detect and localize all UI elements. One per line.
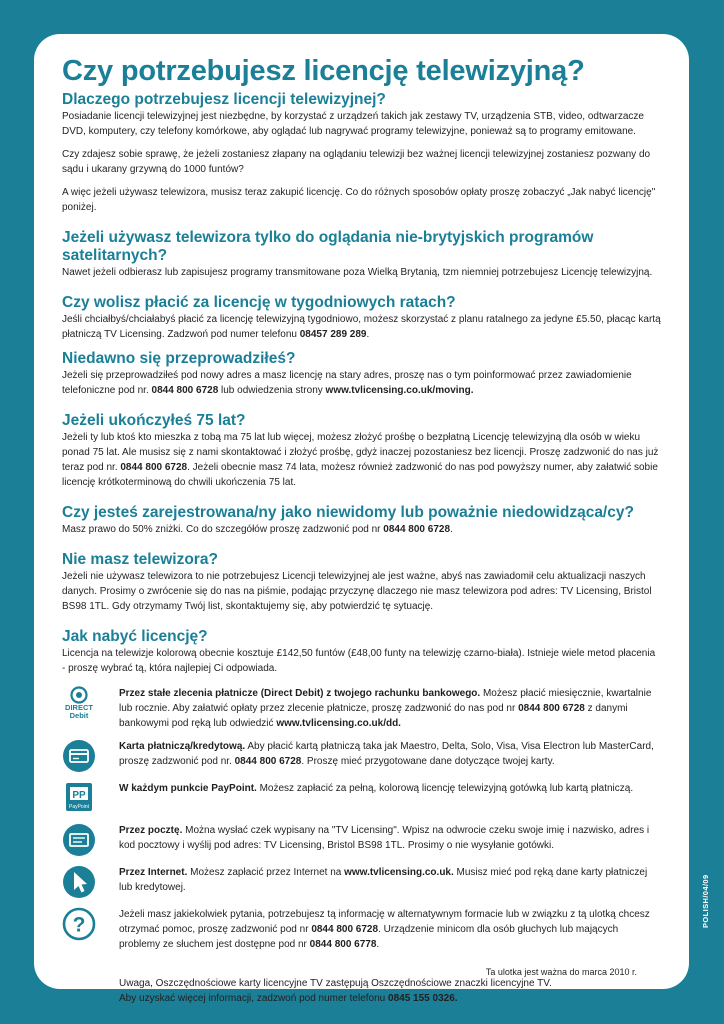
heading-over-75: Jeżeli ukończyłeś 75 lat?	[62, 412, 246, 429]
heading-moved: Niedawno się przeprowadziłeś?	[62, 350, 296, 367]
cursor-icon	[62, 865, 96, 899]
option-direct-debit	[62, 686, 661, 731]
savings-note	[119, 976, 661, 1006]
page-title: Czy potrzebujesz licencję telewizyjną?	[62, 55, 585, 87]
svg-text:Debit: Debit	[69, 711, 89, 720]
svg-text:?: ?	[72, 913, 86, 937]
why-licence-paragraph-2: Czy zdajesz sobie sprawę, że jeżeli zostaniesz złapany na oglądaniu telewizji bez ważnej licencji telewizyjnej zostaniesz pozwany do sądu i ukarany grzywną do 1000 funtów?	[62, 149, 651, 175]
svg-text:DIRECT: DIRECT	[65, 703, 93, 712]
heading-weekly: Czy wolisz płacić za licencję w tygodniowych ratach?	[62, 294, 456, 311]
option-paypoint	[62, 781, 661, 815]
leaflet-card	[34, 34, 689, 1004]
card-icon	[62, 739, 96, 773]
heading-blind: Czy jesteś zarejestrowana/ny jako niewidomy lub poważnie niedowidząca/cy?	[62, 504, 634, 521]
over-75-paragraph: Jeżeli ty lub ktoś kto mieszka z tobą ma 75 lat lub więcej, możesz złożyć prośbę o bezpłatną Licencję telewizyjną dla osób w wieku ponad 75 lat. Ale musisz się z nami skontaktować i złożyć prośbę, gdyż inaczej pozostaniesz bez licencji. Proszę zadzwonić do nas już teraz pod nr. 0844 800 6728. Jeżeli obecnie masz 74 lata, możesz również zadzwonić do nas pod powyższy numer, aby załatwić sobie licencję krótkoterminową do chwili ukończenia 75 lat.	[62, 432, 659, 488]
weekly-phone: 08457 289 289	[299, 329, 367, 340]
heading-why-licence: Dlaczego potrzebujesz licencji telewizyjnej?	[62, 91, 386, 108]
savings-line-1: Uwaga, Oszczędnościowe karty licencyjne TV zastępują Oszczędnościowe znaczki licencyjne TV.	[119, 978, 552, 989]
satellite-paragraph: Nawet jeżeli odbierasz lub zapisujesz programy transmitowane poza Wielką Brytanią, tzm niemniej potrzebujesz Licencję telewizyjną.	[62, 267, 653, 278]
moved-url[interactable]: www.tvlicensing.co.uk/moving.	[325, 385, 474, 396]
heading-how-to-buy: Jak nabyć licencję?	[62, 628, 208, 645]
option-post	[62, 823, 661, 857]
option-card	[62, 739, 661, 773]
why-licence-paragraph-1: Posiadanie licencji telewizyjnej jest niezbędne, by korzystać z urządzeń takich jak zestawy TV, urządzenia STB, video, odtwarzacze DVD, komputery, czy telefony komórkowe, aby oglądać lub nagrywać programy telewizyjne, ponieważ są to programy emitowane.	[62, 111, 644, 137]
moved-phone: 0844 800 6728	[151, 385, 219, 396]
help-text: Jeżeli masz jakiekolwiek pytania, potrzebujesz tą informację w alternatywnym formacie lub w związku z tą ulotką chcesz otrzymać pomoc, proszę zadzwonić pod nr 0844 800 6728. Urządzenie minicom dla osób głuchych lub mających problemy ze słuchem jest dostępne pod nr 0844 800 6778.	[119, 909, 650, 950]
heading-satellite: Jeżeli używasz telewizora tylko do oglądania nie-brytyjskich programów satelitarnych?	[62, 229, 594, 264]
post-text: Przez pocztę. Można wysłać czek wypisany na "TV Licensing". Wpisz na odwrocie czeku swoje imię i nazwisko, adres i kod pocztowy i wyślij pod adres: TV Licensing, Bristol BS98 1TL. Prosimy o nie wysyłanie gotówki.	[119, 825, 650, 851]
svg-text:PP: PP	[72, 790, 86, 801]
why-licence-paragraph-3: A więc jeżeli używasz telewizora, musisz teraz zakupić licencję. Co do różnych sposobów opłaty proszę zobaczyć „Jak nabyć licencję" poniżej.	[62, 187, 656, 213]
heading-no-tv: Nie masz telewizora?	[62, 551, 218, 568]
internet-text: Przez Internet. Możesz zapłacić przez Internet na www.tvlicensing.co.uk. Musisz mieć pod ręką dane karty płatniczej lub kredytowej.	[119, 867, 648, 893]
savings-phone: 0845 155 0326.	[388, 993, 458, 1004]
direct-debit-text: Przez stałe zlecenia płatnicze (Direct Debit) z twojego rachunku bankowego. Możesz płacić miesięcznie, kwartalnie lub rocznie. Aby załatwić opłaty przez zlecenie płatnicze, proszę zadzwonić do nas pod nr 0844 800 6728 z danymi bankowymi pod ręką lub odwiedzić www.tvlicensing.co.uk/dd.	[119, 688, 652, 729]
paypoint-text: W każdym punkcie PayPoint. Możesz zapłacić za pełną, kolorową licencję telewizyjną gotówką lub kartą płatniczą.	[119, 783, 634, 794]
card-text: Karta płatniczą/kredytową. Aby płacić kartą płatniczą taka jak Maestro, Delta, Solo, Visa, Visa Electron lub MasterCard, proszę zadzwonić pod nr. 0844 800 6728. Proszę mieć przygotowane dane dotyczące twojej karty.	[119, 741, 654, 767]
direct-debit-url[interactable]: www.tvlicensing.co.uk/dd.	[276, 718, 401, 729]
paypoint-icon	[62, 781, 96, 815]
leaflet-code: POLISH/04/09	[701, 874, 710, 928]
moved-paragraph: Jeżeli się przeprowadziłeś pod nowy adres a masz licencję na stary adres, proszę nas o tym poinformować przez zawiadomienie telefoniczne pod nr. 0844 800 6728 lub odwiedzenia strony www.tvlicensing.co.uk/moving.	[62, 370, 632, 396]
how-to-buy-paragraph: Licencja na telewizje kolorową obecnie kosztuje £142,50 funtów (£48,00 funty na telewizję czarno-biała). Istnieje wiele metod płacenia - proszę wybrać tą, która najlepiej Ci odpowiada.	[62, 648, 656, 674]
question-icon	[62, 907, 96, 941]
blind-phone: 0844 800 6728	[383, 524, 450, 535]
savings-line-2: Aby uzyskać więcej informacji, zadzwoń pod numer telefonu 0845 155 0326.	[119, 993, 458, 1004]
weekly-paragraph: Jeśli chciałbyś/chciałabyś płacić za licencję telewizyjną tygodniowo, możesz skorzystać z planu ratalnego za jedyne £5.50, płacąc kartą płatniczą TV Licensing. Zadzwoń pod numer telefonu 08457 289 289.	[62, 314, 661, 340]
no-tv-paragraph: Jeżeli nie używasz telewizora to nie potrzebujesz Licencji telewizyjnej ale jest ważne, abyś nas zawiadomił celu aktualizacji naszych danych. Prosimy o zwrócenie się do nas na piśmie, podając przyczynę dlaczego nie masz telewizora pod adres: TV Licensing, Bristol BS98 1TL. Gdy otrzymamy Twój list, skontaktujemy się, aby potwierdzić tę sytuację.	[62, 571, 652, 612]
svg-text:PayPoint: PayPoint	[68, 804, 90, 810]
direct-debit-icon	[62, 686, 96, 720]
option-internet	[62, 865, 661, 899]
over-75-phone: 0844 800 6728	[120, 462, 188, 473]
post-icon	[62, 823, 96, 857]
option-help	[62, 907, 661, 952]
blind-paragraph: Masz prawo do 50% zniżki. Co do szczegółów proszę zadzwonić pod nr 0844 800 6728.	[62, 524, 453, 535]
internet-url[interactable]: www.tvlicensing.co.uk.	[344, 867, 454, 878]
validity-note: Ta ulotka jest ważna do marca 2010 r.	[485, 967, 637, 977]
